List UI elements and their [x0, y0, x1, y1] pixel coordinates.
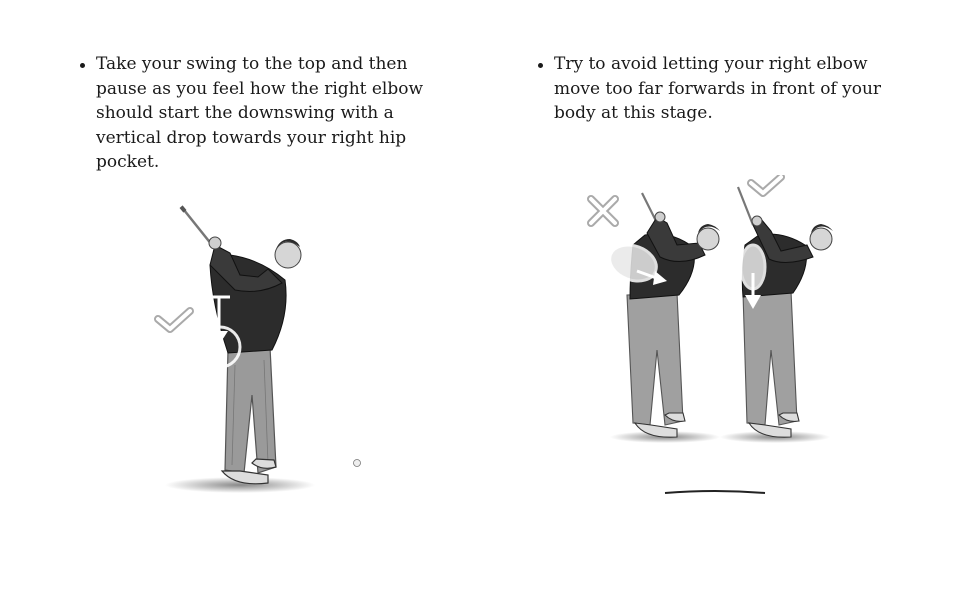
right-column: [536, 52, 896, 126]
golfer-comparison-illustration: [575, 175, 865, 505]
golfer-legs: [627, 293, 683, 425]
golfer-backswing-figure: [140, 195, 380, 495]
golfer-comparison-figure: [575, 175, 865, 505]
golfer-head: [275, 242, 301, 268]
check-icon: [751, 177, 781, 193]
left-bullet-item: Take your swing to the top and then pause as you feel how the right elbow should start the downswing with a vertical drop towards your right hip pocket.: [78, 52, 438, 175]
golfer-legs: [743, 291, 797, 425]
golfer-correct: [720, 177, 833, 443]
golfer-backswing-illustration: [140, 195, 380, 495]
golfer-incorrect: [591, 193, 720, 443]
golf-club: [738, 187, 753, 225]
right-bullet-item: Try to avoid letting your right elbow move too far forwards in front of your body at this stage.: [536, 52, 896, 126]
check-icon: [158, 311, 190, 329]
cross-icon: [591, 199, 615, 223]
left-bullet-list: [78, 52, 438, 175]
golfer-hands: [209, 237, 221, 249]
ground-line: [665, 491, 765, 493]
right-bullet-list: [536, 52, 896, 126]
golfer-head: [697, 228, 719, 250]
golfer-shoe-right: [252, 459, 276, 468]
golf-ball: [354, 460, 361, 467]
golfer-head: [810, 228, 832, 250]
left-column: [78, 52, 438, 175]
